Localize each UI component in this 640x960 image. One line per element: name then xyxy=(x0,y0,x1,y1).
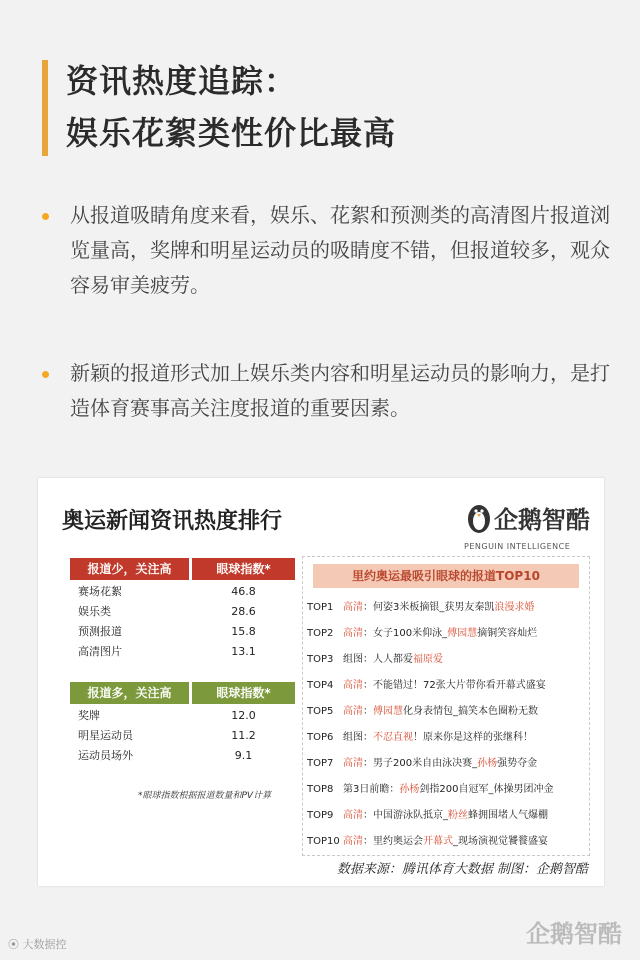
list-item xyxy=(307,829,589,855)
data-source: 数据来源：腾讯体育大数据 制图：企鹅智酷 xyxy=(336,862,588,877)
rank-label: TOP10 xyxy=(307,836,340,847)
weibo-icon: ⦿ xyxy=(8,938,19,951)
row-value: 9.1 xyxy=(234,749,253,762)
item-text: 组图：人人都爱 xyxy=(343,654,413,665)
watermark-left-text: 大数据控 xyxy=(22,938,67,951)
item-text-after: 化身表情包_搞笑本色圈粉无数 xyxy=(403,706,538,717)
item-prefix: 高清 xyxy=(343,758,363,769)
watermark-right: 企鹅智酷 xyxy=(526,920,622,948)
watermark-left xyxy=(8,936,67,952)
item-text: ：里约奥运会 xyxy=(363,836,423,847)
row-value: 28.6 xyxy=(231,605,256,618)
item-text: 组图： xyxy=(343,732,373,743)
table-row xyxy=(70,602,295,622)
bullet-paragraph-1 xyxy=(42,198,617,303)
list-item xyxy=(307,751,589,777)
row-name: 预测报道 xyxy=(78,625,122,638)
table-header-index: 眼球指数* xyxy=(192,682,295,704)
item-text-after: ！原来你是这样的张继科！ xyxy=(413,732,533,743)
item-highlight: 孙杨 xyxy=(477,758,498,769)
item-highlight: 开幕式 xyxy=(423,836,453,847)
penguin-icon xyxy=(466,500,492,534)
table-header xyxy=(70,682,295,704)
table-row xyxy=(70,706,295,726)
item-text-after: 蜂拥围堵人气爆棚 xyxy=(468,810,548,821)
table-header-category: 报道多，关注高 xyxy=(70,682,189,704)
list-item xyxy=(307,621,589,647)
table-header-category: 报道少，关注高 xyxy=(70,558,189,580)
row-name: 娱乐类 xyxy=(78,605,111,618)
table-row xyxy=(70,746,295,766)
item-prefix: 高清 xyxy=(343,602,363,613)
list-item xyxy=(307,777,589,803)
row-name: 高清图片 xyxy=(78,645,122,658)
title-accent-bar xyxy=(42,60,48,156)
row-name: 明星运动员 xyxy=(78,729,133,742)
item-prefix: 高清 xyxy=(343,706,363,717)
row-value: 46.8 xyxy=(231,585,256,598)
item-text: ：不能错过！72张大片带你看开幕式盛宴 xyxy=(363,680,546,691)
logo-text: 企鹅智酷 xyxy=(494,506,590,534)
item-text-after: 剑指200自冠军_体操男团冲金 xyxy=(419,784,554,795)
row-value: 13.1 xyxy=(231,645,256,658)
rank-label: TOP5 xyxy=(307,706,334,717)
top10-title: 里约奥运最吸引眼球的报道TOP10 xyxy=(313,564,579,588)
item-highlight: 孙杨 xyxy=(399,784,420,795)
item-text-after: 强势夺金 xyxy=(497,758,538,769)
list-item xyxy=(307,699,589,725)
item-prefix: 高清 xyxy=(343,628,363,639)
rank-label: TOP2 xyxy=(307,628,334,639)
item-highlight: 粉丝 xyxy=(448,810,468,821)
item-text: ：中国游泳队抵京_ xyxy=(363,810,448,821)
table-row xyxy=(70,582,295,602)
rank-label: TOP6 xyxy=(307,732,334,743)
list-item xyxy=(307,647,589,673)
row-name: 奖牌 xyxy=(78,709,100,722)
table-header-index: 眼球指数* xyxy=(192,558,295,580)
card-title: 奥运新闻资讯热度排行 xyxy=(62,509,283,534)
list-item xyxy=(307,725,589,751)
table-row xyxy=(70,726,295,746)
row-value: 11.2 xyxy=(231,729,256,742)
list-item xyxy=(307,803,589,829)
bullet-paragraph-2 xyxy=(42,356,617,426)
rank-label: TOP7 xyxy=(307,758,334,769)
rank-label: TOP4 xyxy=(307,680,334,691)
item-text: ：何姿3米板摘银_获男友秦凯 xyxy=(363,602,495,613)
item-text: ：女子100米仰泳_ xyxy=(363,628,448,639)
item-highlight: 傅园慧 xyxy=(373,706,403,717)
row-value: 12.0 xyxy=(231,709,256,722)
item-text-after: _现场演视觉饕餮盛宴 xyxy=(453,836,548,847)
item-text: ： xyxy=(363,706,373,717)
top10-list xyxy=(302,556,590,856)
list-item xyxy=(307,595,589,621)
rank-label: TOP8 xyxy=(307,784,334,795)
item-prefix: 高清 xyxy=(343,680,363,691)
list-item xyxy=(307,673,589,699)
item-text-after: 摘铜笑容灿烂 xyxy=(477,628,538,639)
bullet-dot-icon xyxy=(42,371,49,378)
item-highlight: 傅园慧 xyxy=(447,628,478,639)
item-prefix: 高清 xyxy=(343,836,363,847)
infographic-card xyxy=(38,478,604,886)
rank-label: TOP3 xyxy=(307,654,334,665)
item-highlight: 福原爱 xyxy=(413,654,443,665)
table-header xyxy=(70,558,295,580)
row-name: 赛场花絮 xyxy=(78,585,122,598)
item-highlight: 不忍直视 xyxy=(373,732,413,743)
page-title-line1: 资讯热度追踪： xyxy=(66,62,298,100)
row-value: 15.8 xyxy=(231,625,256,638)
page-title-line2: 娱乐花絮类性价比最高 xyxy=(66,114,397,152)
bullet-text: 新颖的报道形式加上娱乐类内容和明星运动员的影响力，是打造体育赛事高关注度报道的重要因素。 xyxy=(70,361,610,420)
table-row xyxy=(70,642,295,662)
table-low-reports xyxy=(70,558,295,662)
rank-label: TOP1 xyxy=(307,602,334,613)
row-name: 运动员场外 xyxy=(78,749,133,762)
item-highlight: 浪漫求婚 xyxy=(494,602,535,613)
table-row xyxy=(70,622,295,642)
item-text: 第3日前瞻： xyxy=(343,784,400,795)
bullet-text: 从报道吸睛角度来看，娱乐、花絮和预测类的高清图片报道浏览量高，奖牌和明星运动员的吸睛度不错，但报道较多，观众容易审美疲劳。 xyxy=(70,203,610,297)
table-high-reports xyxy=(70,682,295,766)
item-prefix: 高清 xyxy=(343,810,363,821)
footnote: *眼球指数根据报道数量和PV计算 xyxy=(138,791,272,801)
logo-subtext: PENGUIN INTELLIGENCE xyxy=(464,542,571,551)
bullet-dot-icon xyxy=(42,213,49,220)
item-text: ：男子200米自由泳决赛_ xyxy=(363,758,478,769)
logo xyxy=(464,498,590,562)
rank-label: TOP9 xyxy=(307,810,334,821)
